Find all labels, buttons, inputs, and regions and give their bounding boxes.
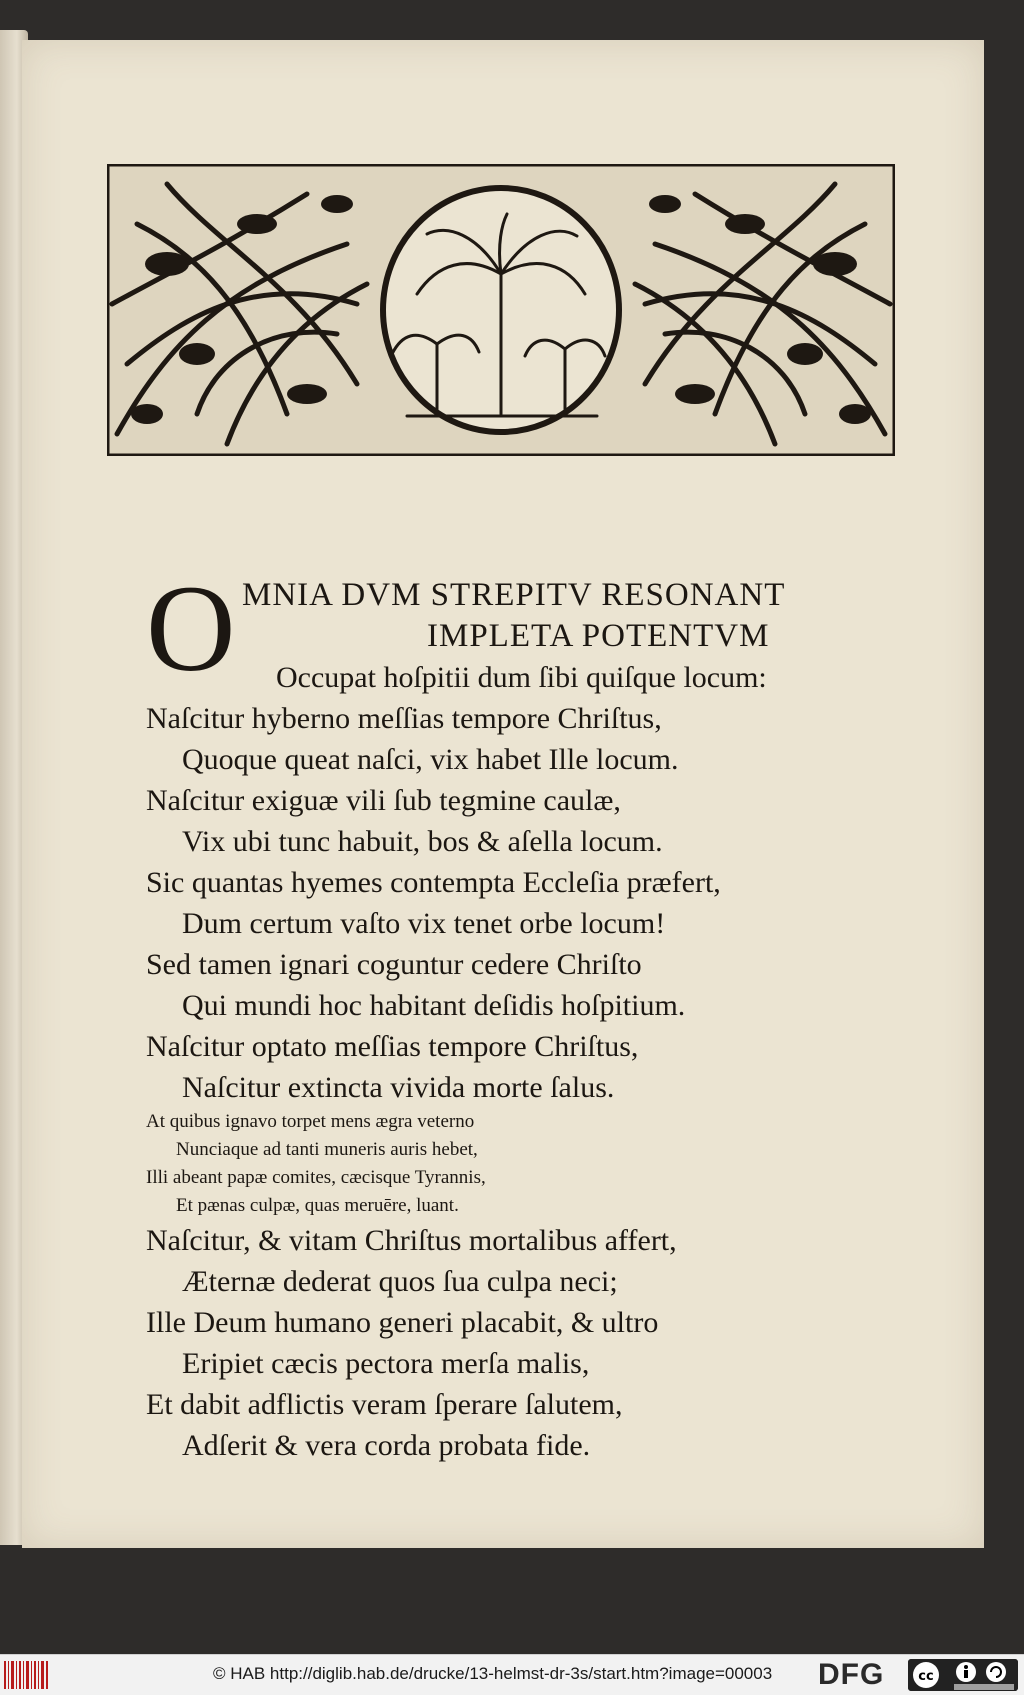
verse-line: Vix ubi tunc habuit, bos & aſella locum. xyxy=(182,825,663,858)
book-page xyxy=(22,40,984,1548)
verse-line: Occupat hoſpitii dum ſibi quiſque locum: xyxy=(276,661,767,694)
poem-heading-line-1: MNIA DVM STREPITV RESONANT xyxy=(242,577,786,613)
verse-line: Eripiet cæcis pectora merſa malis, xyxy=(182,1347,590,1380)
palm-tree-woodcut-icon xyxy=(107,164,895,456)
dfg-logo: DFG xyxy=(818,1658,885,1691)
verse-line: Naſcitur, & vitam Chriſtus mortalibus affert, xyxy=(146,1224,677,1257)
verse-line: At quibus ignavo torpet mens ægra veterno xyxy=(146,1111,475,1132)
verse-line: Naſcitur hyberno meſſias tempore Chriſtus, xyxy=(146,702,662,735)
verse-line: Quoque queat naſci, vix habet Ille locum. xyxy=(182,743,679,776)
poem-heading-line-2: IMPLETA POTENTVM xyxy=(427,618,770,654)
copyright-url[interactable]: © HAB http://diglib.hab.de/drucke/13-helmst-dr-3s/start.htm?image=00003 xyxy=(213,1664,773,1683)
viewer-footer-bar xyxy=(0,1654,1024,1695)
verse-line: Æternæ dederat quos ſua culpa neci; xyxy=(182,1265,618,1298)
drop-cap-initial: O xyxy=(146,560,236,697)
verse-line: Illi abeant papæ comites, cæcisque Tyrannis, xyxy=(146,1167,486,1188)
verse-lines xyxy=(146,657,906,1466)
verse-line: Qui mundi hoc habitant deſidis hoſpitium. xyxy=(182,989,686,1022)
verse-line: Sic quantas hyemes contempta Eccleſia præfert, xyxy=(146,866,721,899)
verse-line: Ille Deum humano generi placabit, & ultro xyxy=(146,1306,659,1339)
verse-line: Et pænas culpæ, quas meruēre, luant. xyxy=(176,1195,459,1216)
verse-line: Adſerit & vera corda probata fide. xyxy=(182,1429,591,1462)
verse-line: Naſcitur extincta vivida morte ſalus. xyxy=(182,1071,615,1104)
verse-line: Naſcitur exiguæ vili ſub tegmine caulæ, xyxy=(146,784,621,817)
svg-text:cc: cc xyxy=(918,1669,934,1684)
barcode-icon xyxy=(4,1661,48,1689)
verse-line: Et dabit adflictis veram ſperare ſalutem, xyxy=(146,1388,623,1421)
verse-line: Dum certum vaſto vix tenet orbe locum! xyxy=(182,907,666,940)
verse-line: Naſcitur optato meſſias tempore Chriſtus, xyxy=(146,1030,639,1063)
creative-commons-icon[interactable] xyxy=(908,1659,1018,1691)
verse-line: Nunciaque ad tanti muneris auris hebet, xyxy=(176,1139,478,1160)
verse-line: Sed tamen ignari coguntur cedere Chriſto xyxy=(146,948,642,981)
